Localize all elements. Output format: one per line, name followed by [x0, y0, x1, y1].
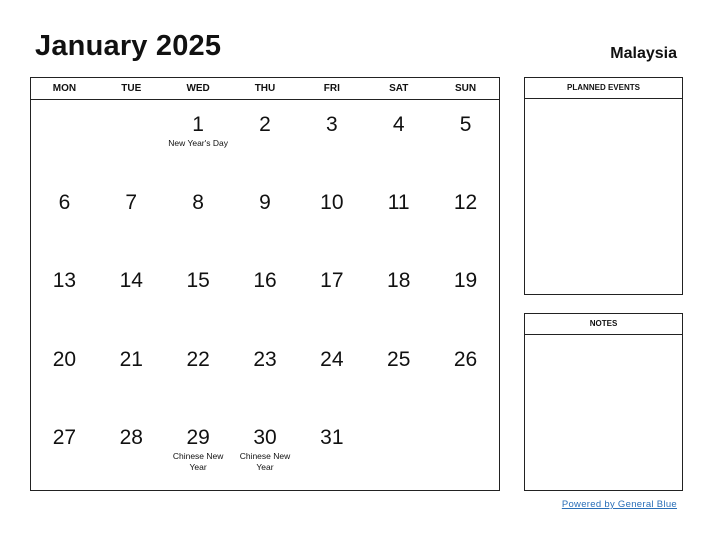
weekday-sun: SUN — [455, 83, 477, 94]
day-cell — [98, 178, 165, 256]
day-number: 28 — [119, 425, 143, 449]
day-number: 8 — [192, 191, 204, 215]
day-number: 13 — [52, 269, 77, 293]
day-cell — [31, 256, 98, 334]
day-number: 1 — [192, 113, 204, 136]
day-cell — [432, 335, 499, 413]
day-number: 18 — [387, 269, 411, 293]
day-number: 11 — [387, 191, 410, 215]
day-cell — [365, 178, 432, 256]
calendar-body — [31, 100, 499, 491]
day-number: 4 — [392, 113, 405, 136]
holiday-label: Chinese New Year — [172, 450, 224, 472]
day-cell — [98, 256, 165, 334]
day-number: 24 — [320, 347, 344, 371]
day-number: 3 — [326, 113, 338, 136]
day-number: 6 — [58, 191, 71, 215]
weekday-tue: TUE — [121, 83, 142, 94]
planned-events-title: PLANNED EVENTS — [525, 78, 682, 99]
day-cell — [165, 100, 232, 178]
day-number: 25 — [387, 347, 411, 371]
day-cell — [165, 413, 232, 491]
holiday-label: New Year's Day — [168, 138, 228, 148]
day-number: 16 — [253, 269, 277, 293]
weekday-sat: SAT — [389, 83, 409, 94]
day-number: 5 — [459, 113, 472, 136]
day-cell — [232, 178, 299, 256]
day-cell — [232, 413, 299, 491]
day-number: 22 — [186, 347, 210, 371]
day-cell — [232, 100, 299, 178]
day-number: 23 — [253, 347, 277, 371]
page-title: January 2025 — [35, 30, 222, 62]
day-cell — [365, 335, 432, 413]
day-number: 29 — [186, 425, 210, 449]
powered-by-link[interactable]: Powered by General Blue — [561, 499, 677, 510]
day-cell — [31, 100, 98, 178]
day-cell — [98, 413, 165, 491]
day-cell — [432, 413, 499, 491]
weekday-fri: FRI — [323, 83, 340, 94]
notes-title: NOTES — [525, 314, 682, 335]
country-label: Malaysia — [610, 45, 677, 62]
weekday-mon: MON — [52, 83, 77, 94]
day-cell — [365, 100, 432, 178]
day-cell — [232, 335, 299, 413]
day-cell — [365, 256, 432, 334]
day-number: 9 — [259, 191, 271, 215]
day-cell — [298, 335, 365, 413]
day-number: 30 — [253, 425, 277, 449]
day-cell — [165, 256, 232, 334]
day-number: 27 — [52, 425, 77, 449]
day-number: 31 — [320, 425, 344, 449]
day-cell — [98, 100, 165, 178]
day-number: 2 — [259, 113, 271, 136]
calendar-grid — [30, 77, 500, 491]
weekday-wed: WED — [186, 83, 210, 94]
weekday-thu: THU — [254, 83, 276, 94]
day-cell — [298, 100, 365, 178]
holiday-label: Chinese New Year — [239, 450, 291, 472]
day-number: 21 — [119, 347, 143, 371]
day-number: 17 — [320, 269, 344, 293]
day-number: 7 — [125, 191, 138, 215]
day-cell — [298, 178, 365, 256]
day-number: 19 — [453, 269, 478, 293]
day-cell — [165, 178, 232, 256]
day-cell — [432, 256, 499, 334]
notes-panel — [524, 313, 683, 491]
day-number: 26 — [453, 347, 478, 371]
day-cell — [432, 178, 499, 256]
day-cell — [98, 335, 165, 413]
day-cell — [232, 256, 299, 334]
day-cell — [31, 413, 98, 491]
planned-events-panel — [524, 77, 683, 295]
day-cell — [298, 413, 365, 491]
day-number: 10 — [320, 191, 344, 215]
day-number: 14 — [119, 269, 143, 293]
weekday-header — [31, 78, 499, 100]
day-cell — [31, 178, 98, 256]
day-number: 20 — [52, 347, 77, 371]
day-cell — [298, 256, 365, 334]
day-cell — [365, 413, 432, 491]
day-cell — [165, 335, 232, 413]
day-number: 12 — [453, 191, 478, 215]
day-number: 15 — [186, 269, 210, 293]
day-cell — [31, 335, 98, 413]
day-cell — [432, 100, 499, 178]
